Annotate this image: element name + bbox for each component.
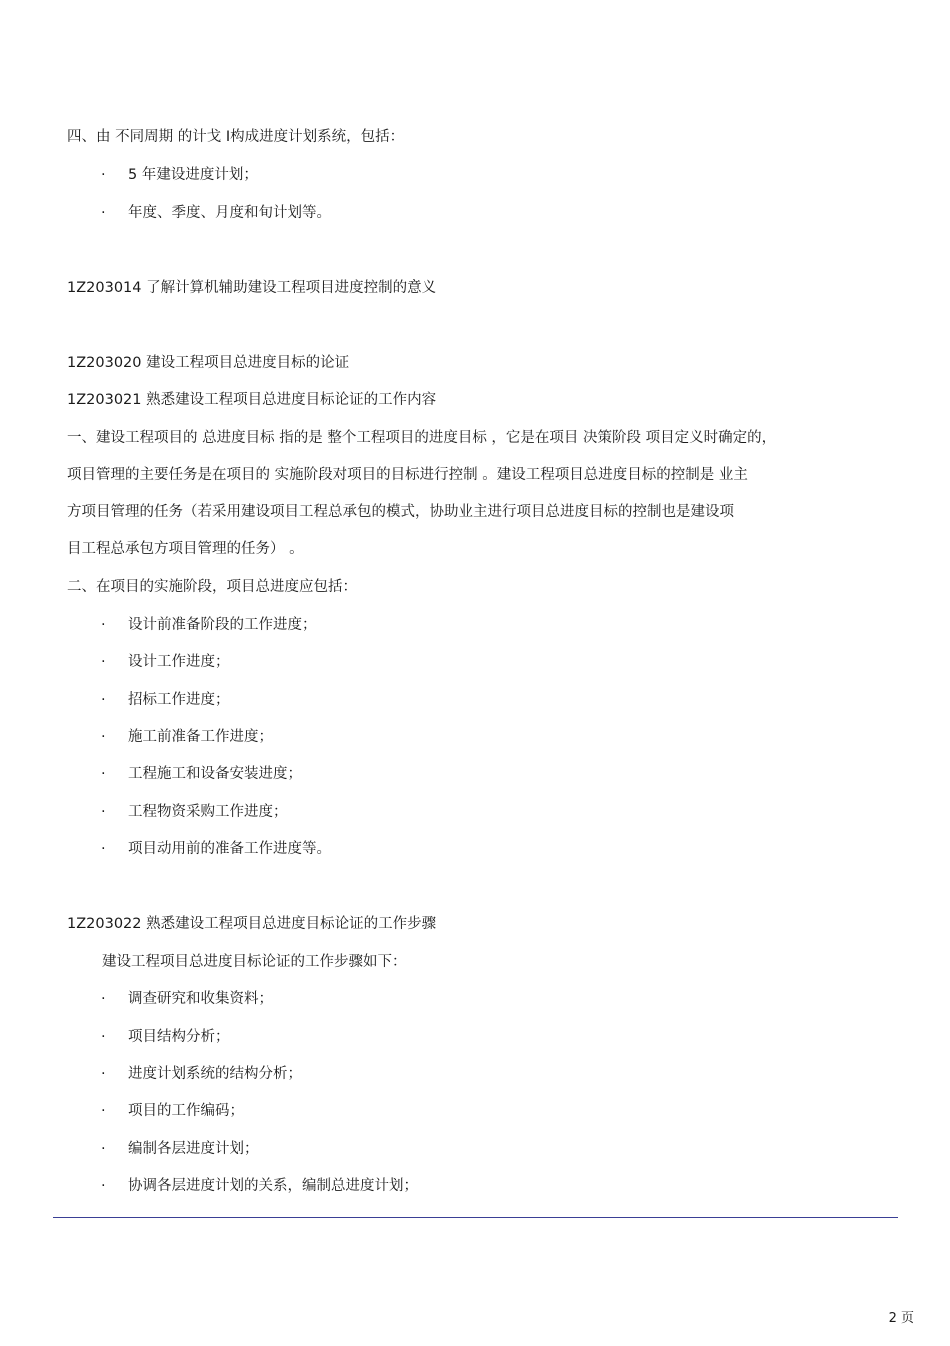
paragraph-line: 项目管理的主要任务是在项目的 实施阶段对项目的目标进行控制 。建设工程项目总进度目标的控制是 业主 bbox=[67, 467, 748, 483]
section-heading-1z203014: 1Z203014 了解计算机辅助建设工程项目进度控制的意义 bbox=[67, 280, 437, 296]
list-item: · 施工前准备工作进度； bbox=[101, 729, 273, 745]
list-item: · 5 年建设进度计划； bbox=[101, 167, 258, 183]
footer-divider bbox=[53, 1217, 898, 1218]
bullet-icon: · bbox=[101, 617, 106, 633]
paragraph-line: 目工程总承包方项目管理的任务） 。 bbox=[67, 541, 304, 557]
bullet-icon: · bbox=[101, 991, 106, 1007]
bullet-icon: · bbox=[101, 167, 106, 183]
list-item: · 调查研究和收集资料； bbox=[101, 991, 273, 1007]
section2-intro: 二、在项目的实施阶段，项目总进度应包括： bbox=[67, 579, 357, 595]
list-item: · 年度、季度、月度和旬计划等。 bbox=[101, 205, 331, 221]
list-item: · 设计工作进度； bbox=[101, 654, 230, 670]
bullet-icon: · bbox=[101, 654, 106, 670]
list-item: · 招标工作进度； bbox=[101, 692, 230, 708]
paragraph-line: 一、建设工程项目的 总进度目标 指的是 整个工程项目的进度目标 ，它是在项目 决策阶段 项目定义时确定的， bbox=[67, 430, 777, 446]
list-item: · 项目动用前的准备工作进度等。 bbox=[101, 841, 331, 857]
list-item: · 设计前准备阶段的工作进度； bbox=[101, 617, 317, 633]
list-item: · 工程物资采购工作进度； bbox=[101, 804, 288, 820]
list-item: · 项目结构分析； bbox=[101, 1029, 230, 1045]
section-heading-1z203021: 1Z203021 熟悉建设工程项目总进度目标论证的工作内容 bbox=[67, 392, 437, 408]
page-number: 2 页 bbox=[888, 1311, 914, 1326]
list-item: · 编制各层进度计划； bbox=[101, 1141, 259, 1157]
list-item: · 工程施工和设备安装进度； bbox=[101, 766, 302, 782]
bullet-icon: · bbox=[101, 1141, 106, 1157]
section4-intro: 四、由 不同周期 的计戈 I构成进度计划系统，包括： bbox=[67, 129, 405, 145]
bullet-icon: · bbox=[101, 1029, 106, 1045]
section-heading-1z203022: 1Z203022 熟悉建设工程项目总进度目标论证的工作步骤 bbox=[67, 916, 437, 932]
bullet-icon: · bbox=[101, 1103, 106, 1119]
bullet-icon: · bbox=[101, 841, 106, 857]
bullet-icon: · bbox=[101, 1066, 106, 1082]
bullet-icon: · bbox=[101, 205, 106, 221]
bullet-icon: · bbox=[101, 729, 106, 745]
list-item: · 项目的工作编码； bbox=[101, 1103, 244, 1119]
bullet-icon: · bbox=[101, 766, 106, 782]
section-heading-1z203020: 1Z203020 建设工程项目总进度目标的论证 bbox=[67, 355, 350, 371]
steps-intro: 建设工程项目总进度目标论证的工作步骤如下： bbox=[102, 954, 407, 970]
paragraph-line: 方项目管理的任务（若采用建设项目工程总承包的模式，协助业主进行项目总进度目标的控制也是建设项 bbox=[67, 504, 734, 520]
list-item: · 协调各层进度计划的关系，编制总进度计划； bbox=[101, 1178, 418, 1194]
list-item: · 进度计划系统的结构分析； bbox=[101, 1066, 302, 1082]
bullet-icon: · bbox=[101, 1178, 106, 1194]
bullet-icon: · bbox=[101, 804, 106, 820]
bullet-icon: · bbox=[101, 692, 106, 708]
